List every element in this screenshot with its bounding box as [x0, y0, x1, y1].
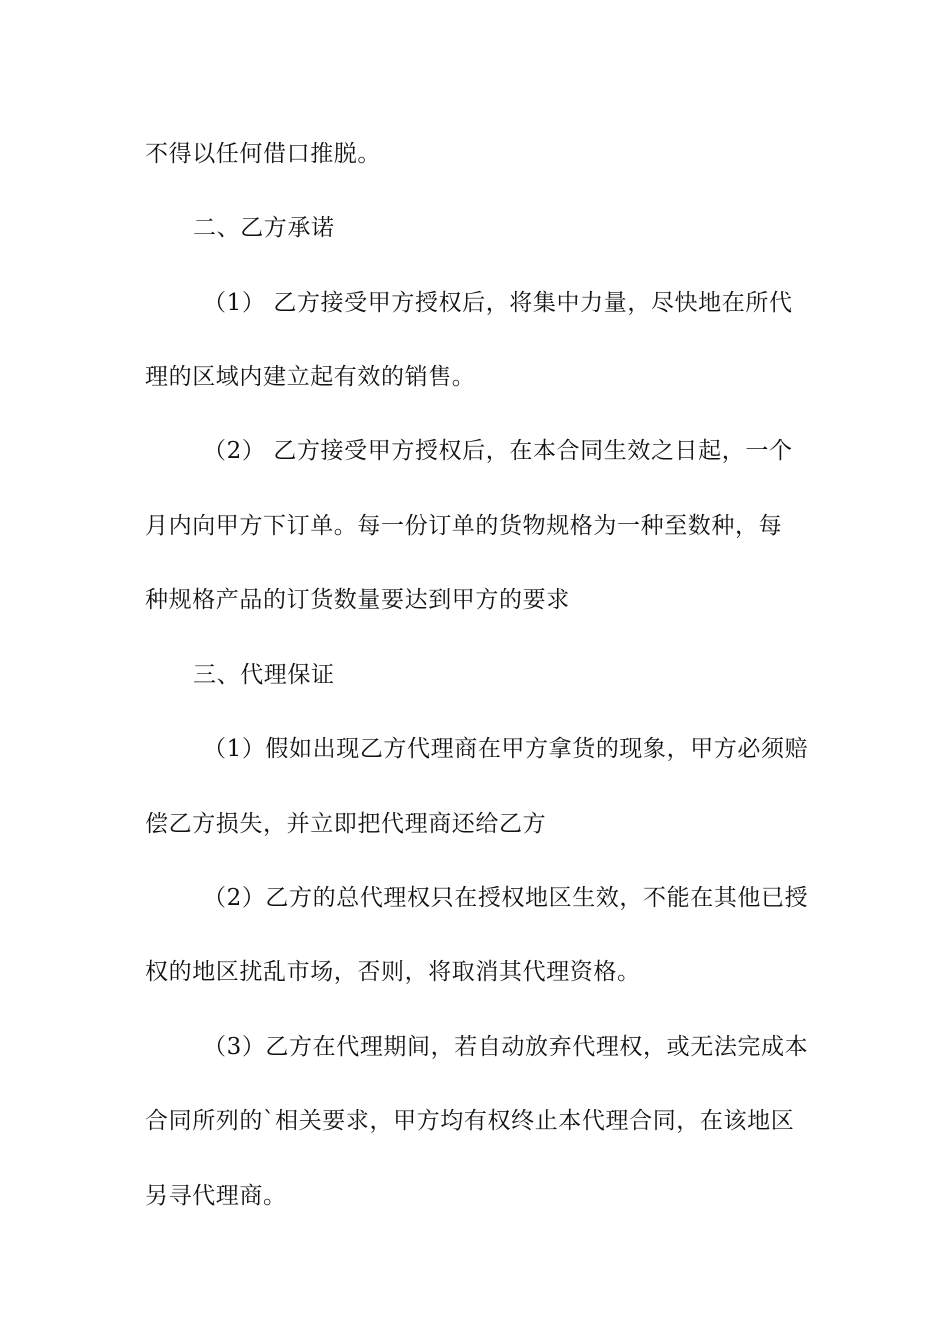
clause-2-2-line-2: 月内向甲方下订单。每一份订单的货物规格为一种至数种，每	[145, 513, 783, 539]
clause-2-2-line-1: （2） 乙方接受甲方授权后，在本合同生效之日起，一个	[203, 438, 793, 464]
clause-3-3-line-1: （3）乙方在代理期间，若自动放弃代理权，或无法完成本	[203, 1034, 809, 1060]
clause-3-2-line-2: 权的地区扰乱市场，否则，将取消其代理资格。	[145, 959, 641, 985]
clause-3-3-line-2: 合同所列的`相关要求，甲方均有权终止本代理合同，在该地区	[145, 1108, 795, 1134]
clause-2-2-line-3: 种规格产品的订货数量要达到甲方的要求	[145, 587, 570, 613]
clause-3-1-line-1: （1）假如出现乙方代理商在甲方拿货的现象，甲方必须赔	[203, 736, 809, 762]
paragraph-line-1: 不得以任何借口推脱。	[145, 141, 381, 167]
clause-3-3-line-3: 另寻代理商。	[145, 1183, 287, 1209]
clause-2-1-line-2: 理的区域内建立起有效的销售。	[145, 364, 476, 390]
clause-3-1-line-2: 偿乙方损失，并立即把代理商还给乙方	[145, 811, 547, 837]
section-heading-2: 二、乙方承诺	[193, 215, 335, 241]
section-heading-3: 三、代理保证	[193, 662, 335, 688]
clause-3-2-line-1: （2）乙方的总代理权只在授权地区生效，不能在其他已授	[203, 885, 809, 911]
clause-2-1-line-1: （1） 乙方接受甲方授权后，将集中力量，尽快地在所代	[203, 290, 793, 316]
